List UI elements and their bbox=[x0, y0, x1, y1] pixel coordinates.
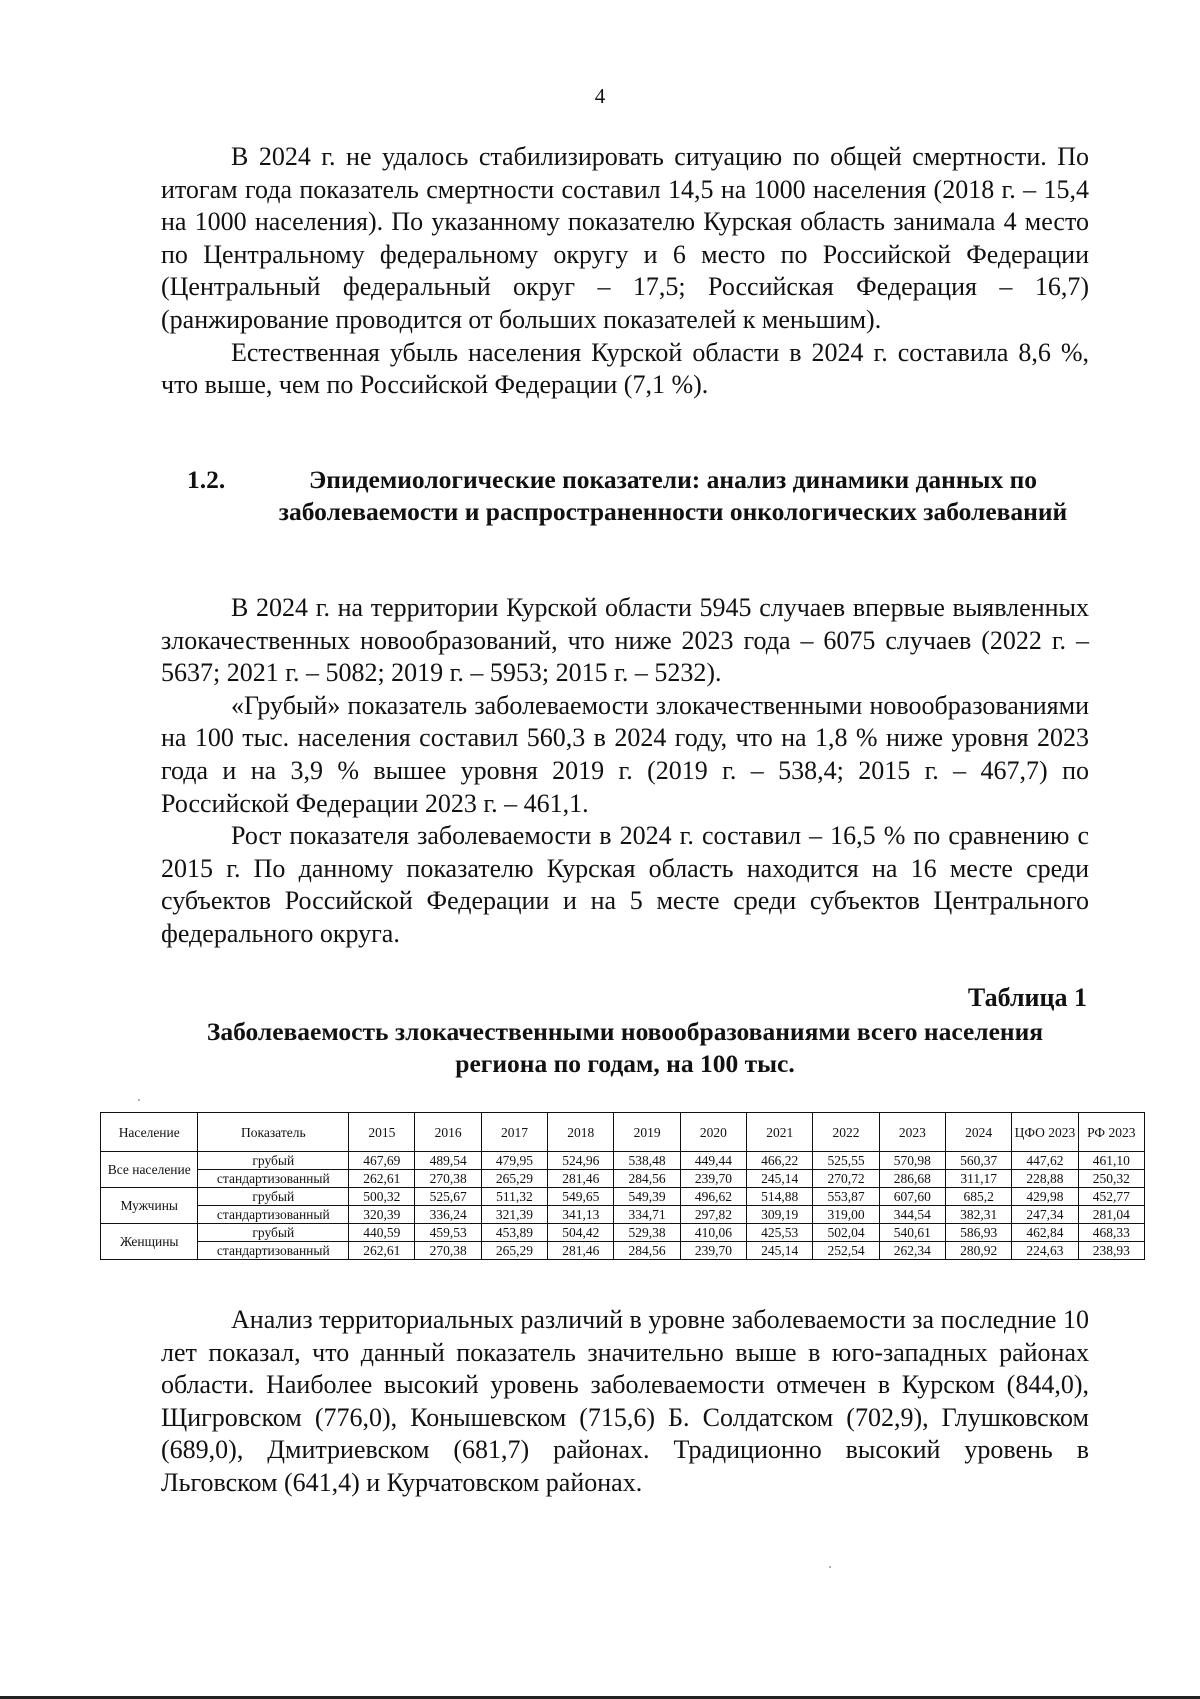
table-row bbox=[101, 1152, 1145, 1170]
indicator-cell: грубый bbox=[198, 1188, 349, 1206]
paragraph-cases: В 2024 г. на территории Курской области 5945 случаев впервые выявленных злокачественных новообразований, что ниже 2023 года – 6075 случаев (2022 г. – 5637; 2021 г. – 5082; 2019 г. – 5953; 2015 г. – 5232). bbox=[161, 593, 1089, 688]
value-cell: 270,38 bbox=[415, 1242, 481, 1260]
population-cell: Женщины bbox=[101, 1224, 198, 1260]
header-cell: 2016 bbox=[415, 1113, 481, 1152]
header-cell: РФ 2023 bbox=[1078, 1113, 1144, 1152]
table-row bbox=[101, 1206, 1145, 1224]
value-cell: 489,54 bbox=[415, 1152, 481, 1170]
table-label: Таблица 1 bbox=[967, 983, 1087, 1012]
header-cell: ЦФО 2023 bbox=[1012, 1113, 1078, 1152]
value-cell: 549,65 bbox=[548, 1188, 614, 1206]
header-cell: 2022 bbox=[813, 1113, 879, 1152]
value-cell: 449,44 bbox=[680, 1152, 746, 1170]
header-cell: 2020 bbox=[680, 1113, 746, 1152]
population-cell: Все население bbox=[101, 1152, 198, 1188]
header-cell: 2024 bbox=[945, 1113, 1011, 1152]
value-cell: 262,61 bbox=[349, 1170, 415, 1188]
value-cell: 502,04 bbox=[813, 1224, 879, 1242]
value-cell: 320,39 bbox=[349, 1206, 415, 1224]
value-cell: 461,10 bbox=[1078, 1152, 1144, 1170]
intro-text bbox=[161, 141, 1089, 402]
value-cell: 496,62 bbox=[680, 1188, 746, 1206]
header-cell: 2015 bbox=[349, 1113, 415, 1152]
value-cell: 270,38 bbox=[415, 1170, 481, 1188]
value-cell: 540,61 bbox=[879, 1224, 945, 1242]
value-cell: 245,14 bbox=[747, 1170, 813, 1188]
header-cell: Население bbox=[101, 1113, 198, 1152]
value-cell: 262,61 bbox=[349, 1242, 415, 1260]
header-cell: 2018 bbox=[548, 1113, 614, 1152]
value-cell: 245,14 bbox=[747, 1242, 813, 1260]
table-header-row bbox=[101, 1113, 1145, 1152]
value-cell: 252,54 bbox=[813, 1242, 879, 1260]
indicator-cell: грубый bbox=[198, 1224, 349, 1242]
table-caption: Заболеваемость злокачественными новообразованиями всего населения региона по годам, на 100 тыс. bbox=[206, 1017, 1044, 1078]
value-cell: 344,54 bbox=[879, 1206, 945, 1224]
value-cell: 321,39 bbox=[481, 1206, 547, 1224]
value-cell: 453,89 bbox=[481, 1224, 547, 1242]
value-cell: 284,56 bbox=[614, 1170, 680, 1188]
table-row bbox=[101, 1188, 1145, 1206]
value-cell: 281,46 bbox=[548, 1170, 614, 1188]
section-title: Эпидемиологические показатели: анализ динамики данных по заболеваемости и распространенности онкологических заболеваний bbox=[278, 465, 1068, 526]
indicator-cell: грубый bbox=[198, 1152, 349, 1170]
value-cell: 607,60 bbox=[879, 1188, 945, 1206]
value-cell: 462,84 bbox=[1012, 1224, 1078, 1242]
header-cell: 2021 bbox=[747, 1113, 813, 1152]
value-cell: 685,2 bbox=[945, 1188, 1011, 1206]
paragraph-growth: Рост показателя заболеваемости в 2024 г. составил – 16,5 % по сравнению с 2015 г. По данному показателю Курская область находится на 16 месте среди субъектов Российской Федерации и на 5 месте среди субъектов Центрального федерального округа. bbox=[161, 821, 1089, 948]
value-cell: 452,77 bbox=[1078, 1188, 1144, 1206]
value-cell: 239,70 bbox=[680, 1242, 746, 1260]
value-cell: 281,04 bbox=[1078, 1206, 1144, 1224]
table-row bbox=[101, 1242, 1145, 1260]
value-cell: 560,37 bbox=[945, 1152, 1011, 1170]
value-cell: 319,00 bbox=[813, 1206, 879, 1224]
value-cell: 228,88 bbox=[1012, 1170, 1078, 1188]
value-cell: 467,69 bbox=[349, 1152, 415, 1170]
scan-artifact bbox=[829, 1566, 831, 1568]
epidemiology-text bbox=[161, 592, 1089, 951]
value-cell: 410,06 bbox=[680, 1224, 746, 1242]
value-cell: 382,31 bbox=[945, 1206, 1011, 1224]
value-cell: 311,17 bbox=[945, 1170, 1011, 1188]
population-cell: Мужчины bbox=[101, 1188, 198, 1224]
value-cell: 238,93 bbox=[1078, 1242, 1144, 1260]
value-cell: 538,48 bbox=[614, 1152, 680, 1170]
value-cell: 280,92 bbox=[945, 1242, 1011, 1260]
value-cell: 549,39 bbox=[614, 1188, 680, 1206]
value-cell: 247,34 bbox=[1012, 1206, 1078, 1224]
value-cell: 525,55 bbox=[813, 1152, 879, 1170]
value-cell: 297,82 bbox=[680, 1206, 746, 1224]
value-cell: 429,98 bbox=[1012, 1188, 1078, 1206]
paragraph-mortality: В 2024 г. не удалось стабилизировать ситуацию по общей смертности. По итогам года показатель смертности составил 14,5 на 1000 населения (2018 г. – 15,4 на 1000 населения). По указанному показателю Курская область занимала 4 место по Центральному федеральному округу и 6 место по Российской Федерации (Центральный федеральный округ – 17,5; Российская Федерация – 16,7) (ранжирование проводится от больших показателей к меньшим). bbox=[161, 142, 1089, 334]
header-cell: 2019 bbox=[614, 1113, 680, 1152]
paragraph-crude-rate: «Грубый» показатель заболеваемости злокачественными новообразованиями на 100 тыс. населения составил 560,3 в 2024 году, что на 1,8 % ниже уровня 2023 года и на 3,9 % вышее уровня 2019 г. (2019 г. – 538,4; 2015 г. – 467,7) по Российской Федерации 2023 г. – 461,1. bbox=[161, 690, 1089, 818]
value-cell: 265,29 bbox=[481, 1242, 547, 1260]
value-cell: 334,71 bbox=[614, 1206, 680, 1224]
table-row bbox=[101, 1224, 1145, 1242]
value-cell: 525,67 bbox=[415, 1188, 481, 1206]
header-cell: 2023 bbox=[879, 1113, 945, 1152]
value-cell: 239,70 bbox=[680, 1170, 746, 1188]
value-cell: 524,96 bbox=[548, 1152, 614, 1170]
value-cell: 447,62 bbox=[1012, 1152, 1078, 1170]
value-cell: 250,32 bbox=[1078, 1170, 1144, 1188]
indicator-cell: стандартизованный bbox=[198, 1170, 349, 1188]
value-cell: 500,32 bbox=[349, 1188, 415, 1206]
value-cell: 336,24 bbox=[415, 1206, 481, 1224]
value-cell: 570,98 bbox=[879, 1152, 945, 1170]
value-cell: 309,19 bbox=[747, 1206, 813, 1224]
value-cell: 468,33 bbox=[1078, 1224, 1144, 1242]
value-cell: 459,53 bbox=[415, 1224, 481, 1242]
territorial-text bbox=[161, 1304, 1089, 1500]
value-cell: 466,22 bbox=[747, 1152, 813, 1170]
value-cell: 265,29 bbox=[481, 1170, 547, 1188]
value-cell: 553,87 bbox=[813, 1188, 879, 1206]
scan-artifact bbox=[138, 1099, 140, 1101]
value-cell: 514,88 bbox=[747, 1188, 813, 1206]
header-cell: 2017 bbox=[481, 1113, 547, 1152]
value-cell: 511,32 bbox=[481, 1188, 547, 1206]
indicator-cell: стандартизованный bbox=[198, 1242, 349, 1260]
value-cell: 586,93 bbox=[945, 1224, 1011, 1242]
value-cell: 286,68 bbox=[879, 1170, 945, 1188]
value-cell: 270,72 bbox=[813, 1170, 879, 1188]
indicator-cell: стандартизованный bbox=[198, 1206, 349, 1224]
incidence-table bbox=[100, 1112, 1145, 1260]
section-number: 1.2. bbox=[187, 465, 226, 494]
header-cell: Показатель bbox=[198, 1113, 349, 1152]
value-cell: 284,56 bbox=[614, 1242, 680, 1260]
value-cell: 224,63 bbox=[1012, 1242, 1078, 1260]
paragraph-territorial: Анализ территориальных различий в уровне заболеваемости за последние 10 лет показал, что данный показатель значительно выше в юго-западных районах области. Наиболее высокий уровень заболеваемости отмечен в Курском (844,0), Щигровском (776,0), Конышевском (715,6) Б. Солдатском (702,9), Глушковском (689,0), Дмитриевском (681,7) районах. Традиционно высокий уровень в Льговском (641,4) и Курчатовском районах. bbox=[161, 1305, 1089, 1497]
value-cell: 440,59 bbox=[349, 1224, 415, 1242]
value-cell: 529,38 bbox=[614, 1224, 680, 1242]
value-cell: 262,34 bbox=[879, 1242, 945, 1260]
value-cell: 281,46 bbox=[548, 1242, 614, 1260]
page-number: 4 bbox=[594, 84, 606, 108]
value-cell: 479,95 bbox=[481, 1152, 547, 1170]
paragraph-natural-decline: Естественная убыль населения Курской области в 2024 г. составила 8,6 %, что выше, чем по Российской Федерации (7,1 %). bbox=[161, 337, 1089, 400]
value-cell: 425,53 bbox=[747, 1224, 813, 1242]
value-cell: 504,42 bbox=[548, 1224, 614, 1242]
table-row bbox=[101, 1170, 1145, 1188]
table-body bbox=[101, 1152, 1145, 1260]
section-heading bbox=[161, 464, 1089, 528]
value-cell: 341,13 bbox=[548, 1206, 614, 1224]
